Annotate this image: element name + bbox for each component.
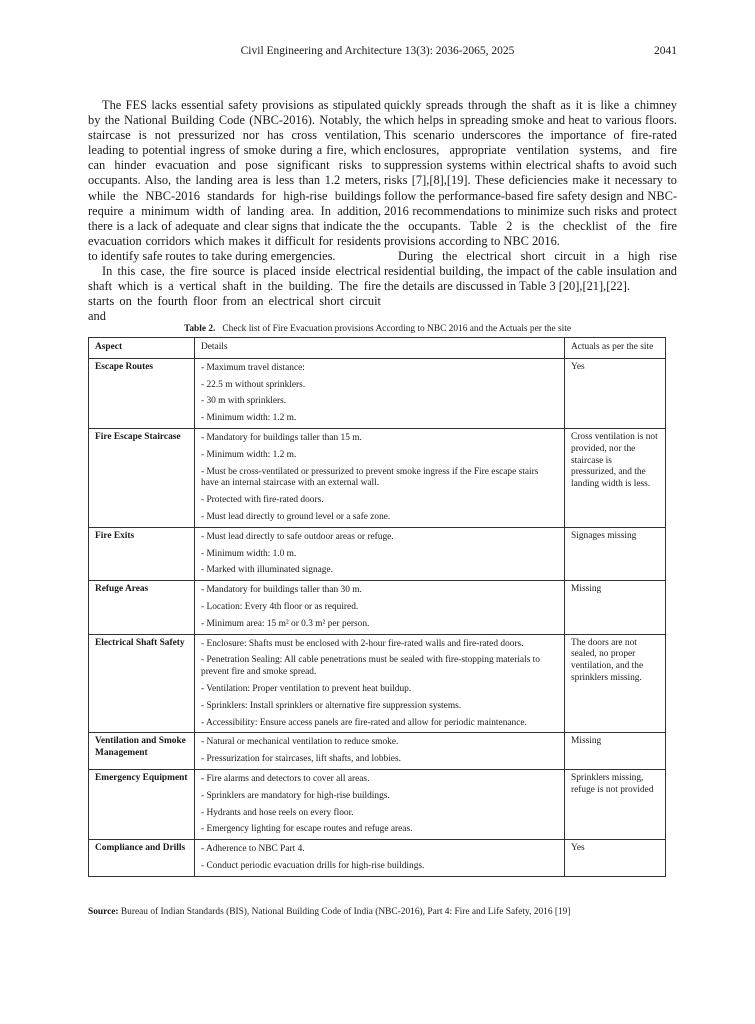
details-cell <box>195 733 565 770</box>
detail-item: - Must lead directly to ground level or a safe zone. <box>201 511 391 522</box>
detail-item: - Mandatory for buildings taller than 15 m. <box>201 432 362 443</box>
detail-item: - 30 m with sprinklers. <box>201 396 287 407</box>
paragraph: quickly spreads through the shaft as it is like a chimney which helps in spreading smoke and heat to various floors. This scenario underscores the importance of fire-rated enclosures, appropriate ventilation systems, and fire suppression systems within electrical shafts to avoid such risks [7],[8],[19]. These deficiencies make it necessary to follow the performance-based fire safety design and NBC-2016 recommendations to minimize such risks and protect the occupants. Table 2 is the checklist of the fire provisions according to NBC 2016. <box>384 98 677 248</box>
detail-item: - Hydrants and hose reels on every floor. <box>201 807 354 818</box>
detail-item: - Ventilation: Proper ventilation to prevent heat buildup. <box>201 683 412 694</box>
actual-cell: Cross ventilation is not provided, nor the staircase is pressurized, and the landing width is less. <box>565 428 666 527</box>
details-cell <box>195 769 565 839</box>
actual-cell: Missing <box>565 581 666 634</box>
source-label: Source: <box>88 907 119 917</box>
table-row <box>89 634 666 733</box>
detail-item: - Natural or mechanical ventilation to reduce smoke. <box>201 737 399 748</box>
table-caption-label: Table 2. <box>183 324 216 334</box>
aspect-cell: Refuge Areas <box>89 581 195 634</box>
aspect-cell: Escape Routes <box>89 358 195 428</box>
table-row <box>89 733 666 770</box>
aspect-cell: Electrical Shaft Safety <box>89 634 195 733</box>
detail-item: - Mandatory for buildings taller than 30 m. <box>201 585 362 596</box>
actual-cell: Signages missing <box>565 527 666 580</box>
column-header: Actuals as per the site <box>565 338 666 359</box>
paragraph: In this case, the fire source is placed inside electrical shaft which is a vertical shaft in the building. The fire starts on the fourth floor from an electrical short circuit and <box>88 264 381 324</box>
detail-item: - Protected with fire-rated doors. <box>201 495 324 506</box>
detail-item: - Sprinklers are mandatory for high-rise buildings. <box>201 790 390 801</box>
table-row <box>89 428 666 527</box>
detail-item: - Maximum travel distance: <box>201 362 305 373</box>
aspect-cell: Fire Exits <box>89 527 195 580</box>
detail-item: - Fire alarms and detectors to cover all areas. <box>201 773 370 784</box>
paragraph: During the electrical short circuit in a high rise residential building, the impact of the cable insulation and the details are discussed in Table 3 [20],[21],[22]. <box>384 248 677 294</box>
detail-item: - Emergency lighting for escape routes and refuge areas. <box>201 824 413 835</box>
table-caption <box>0 324 755 334</box>
table-caption-text: Check list of Fire Evacuation provisions According to NBC 2016 and the Actuals per the site <box>222 324 572 334</box>
actual-cell: Yes <box>565 840 666 877</box>
journal-citation: Civil Engineering and Architecture 13(3): 2036-2065, 2025 <box>240 45 515 57</box>
page-number: 2041 <box>654 45 677 57</box>
column-header: Details <box>195 338 565 359</box>
details-cell <box>195 581 565 634</box>
table-row <box>89 769 666 839</box>
table-row <box>89 581 666 634</box>
table-source <box>88 907 688 917</box>
detail-item: - Accessibility: Ensure access panels are fire-rated and allow for periodic maintenance. <box>201 717 527 728</box>
actual-cell: Missing <box>565 733 666 770</box>
detail-item: - Conduct periodic evacuation drills for high-rise buildings. <box>201 860 425 871</box>
detail-item: - Penetration Sealing: All cable penetrations must be sealed with fire-stopping materials to prevent fire and smoke spread. <box>201 655 540 678</box>
detail-item: - Marked with illuminated signage. <box>201 565 334 576</box>
aspect-cell: Emergency Equipment <box>89 769 195 839</box>
detail-item: - 22.5 m without sprinklers. <box>201 379 306 390</box>
table-header-row <box>89 338 666 359</box>
aspect-cell: Ventilation and Smoke Management <box>89 733 195 770</box>
detail-item: - Minimum width: 1.0 m. <box>201 548 297 559</box>
detail-item: - Location: Every 4th floor or as required. <box>201 601 359 612</box>
table-row <box>89 527 666 580</box>
source-text: Bureau of Indian Standards (BIS), National Building Code of India (NBC-2016), Part 4: Fire and Life Safety, 2016 [19] <box>120 907 571 917</box>
body-column-right <box>384 98 677 294</box>
detail-item: - Pressurization for staircases, lift shafts, and lobbies. <box>201 754 401 765</box>
details-cell <box>195 428 565 527</box>
actual-cell: Yes <box>565 358 666 428</box>
detail-item: - Must be cross-ventilated or pressurized to prevent smoke ingress if the Fire escape stairs have an internal staircase with an external wall. <box>201 466 539 489</box>
body-column-left <box>88 98 381 324</box>
aspect-cell: Fire Escape Staircase <box>89 428 195 527</box>
detail-item: - Minimum width: 1.2 m. <box>201 413 297 424</box>
aspect-cell: Compliance and Drills <box>89 840 195 877</box>
detail-item: - Sprinklers: Install sprinklers or alternative fire suppression systems. <box>201 700 462 711</box>
details-cell <box>195 840 565 877</box>
details-cell <box>195 634 565 733</box>
actual-cell: Sprinklers missing, refuge is not provided <box>565 769 666 839</box>
detail-item: - Minimum width: 1.2 m. <box>201 449 297 460</box>
column-header: Aspect <box>89 338 195 359</box>
running-header <box>0 45 755 61</box>
table-row <box>89 358 666 428</box>
checklist-table <box>88 337 666 877</box>
table-row <box>89 840 666 877</box>
actual-cell: The doors are not sealed, no proper ventilation, and the sprinklers missing. <box>565 634 666 733</box>
detail-item: - Must lead directly to safe outdoor areas or refuge. <box>201 531 394 542</box>
table-body <box>89 358 666 876</box>
detail-item: - Adherence to NBC Part 4. <box>201 844 305 855</box>
detail-item: - Minimum area: 15 m² or 0.3 m² per person. <box>201 618 370 629</box>
paragraph: The FES lacks essential safety provisions as stipulated by the National Building Code (NBC-2016). Notably, the staircase is not pressurized nor has cross ventilation, leading to potential ingress of smoke during a fire, which can hinder evacuation and pose significant risks to occupants. Also, the landing area is less than 1.2 meters, while the NBC-2016 standards for high-rise buildings require a minimum width of landing area. In addition, there is a lack of adequate and clear signs that indicate the evacuation corridors which makes it difficult for residents to identify safe routes to take during emergencies. <box>88 98 381 263</box>
detail-item: - Enclosure: Shafts must be enclosed with 2-hour fire-rated walls and fire-rated doors. <box>201 638 524 649</box>
details-cell <box>195 527 565 580</box>
details-cell <box>195 358 565 428</box>
